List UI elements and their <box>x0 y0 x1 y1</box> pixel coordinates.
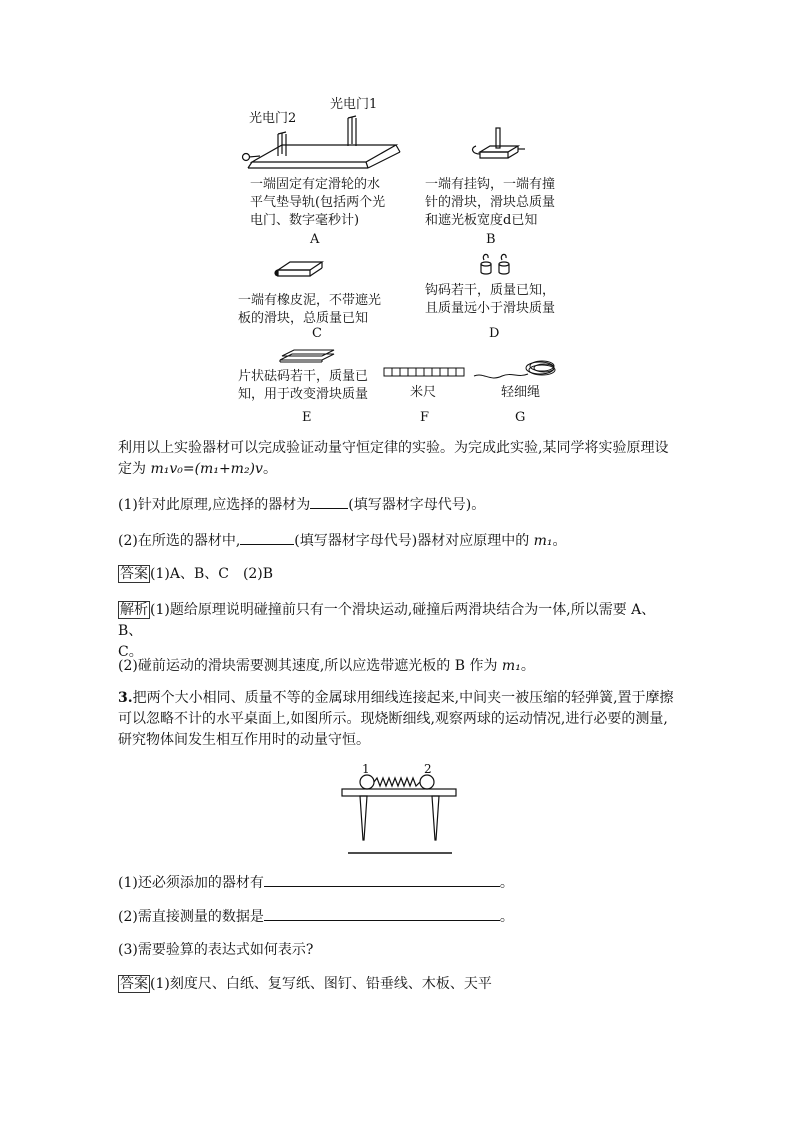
sub-1-suffix: 。 <box>499 875 514 891</box>
question-1 <box>118 494 678 516</box>
analysis-line-3 <box>118 656 678 677</box>
panel-e-desc-line: 片状砝码若干，质量已 <box>238 369 369 384</box>
analysis-text-3-suffix: 。 <box>520 658 535 674</box>
analysis-block <box>118 600 678 663</box>
panel-e-description <box>238 368 368 404</box>
question-3-line-1 <box>118 688 678 709</box>
question-3-line-3: 研究物体间发生相互作用时的动量守恒。 <box>118 732 370 748</box>
question-1-blank[interactable] <box>310 494 348 509</box>
panel-b-desc-line: 一端有挂钩，一端有撞 <box>425 177 556 192</box>
answer-tag: 答案 <box>120 566 148 582</box>
question-2-blank[interactable] <box>240 530 294 545</box>
slider-b-drawing <box>468 124 528 166</box>
panel-d-letter: D <box>489 326 500 341</box>
panel-b-desc-line: 针的滑块，滑块总质量 <box>425 195 556 210</box>
slider-c-drawing <box>272 254 332 284</box>
weights-drawing <box>476 250 516 278</box>
question-2-suffix-a: (填写器材字母代号)器材对应原理中的 <box>294 533 534 549</box>
panel-c-desc-line: 一端有橡皮泥，不带遮光 <box>238 293 382 308</box>
panel-b-desc-line: 和遮光板宽度d已知 <box>425 213 538 228</box>
answer-block-3 <box>118 974 678 995</box>
table-balls-drawing <box>340 770 460 856</box>
question-1-suffix: (填写器材字母代号)。 <box>348 497 486 513</box>
question-2-variable: m₁ <box>533 533 553 549</box>
question-2-suffix-b: 。 <box>552 533 567 549</box>
analysis-tag: 解析 <box>120 602 148 618</box>
panel-d-desc-line: 钩码若干，质量已知， <box>425 283 556 298</box>
intro-line-2-suffix: 。 <box>262 461 277 477</box>
sub-2-prefix: (2)需直接测量的数据是 <box>118 909 264 925</box>
panel-d-desc-line: 且质量远小于滑块质量 <box>425 301 556 316</box>
panel-f-letter: F <box>420 410 430 425</box>
ruler-drawing <box>383 366 467 378</box>
panel-b-description <box>425 176 555 230</box>
panel-a-letter: A <box>310 232 320 247</box>
panel-c-letter: C <box>312 326 322 341</box>
panel-e-desc-line: 知，用于改变滑块质量 <box>238 387 369 402</box>
analysis-line-1 <box>118 600 678 642</box>
principle-formula: m₁v₀=(m₁+m₂)v <box>150 461 263 477</box>
intro-paragraph <box>118 438 678 480</box>
intro-line-1: 利用以上实验器材可以完成验证动量守恒定律的实验。为完成此实验,某同学将实验原理设 <box>118 440 669 456</box>
panel-g-description: 轻细绳 <box>501 385 541 400</box>
intro-line-2-prefix: 定为 <box>118 461 151 477</box>
sheet-weights-drawing <box>278 348 338 364</box>
question-3-sub-1 <box>118 872 678 894</box>
ball-1-label: 1 <box>362 762 370 776</box>
question-3-sub-3: (3)需要验算的表达式如何表示? <box>118 942 314 958</box>
question-2 <box>118 530 678 552</box>
sub-2-suffix: 。 <box>499 909 514 925</box>
question-3-text-1: 把两个大小相同、质量不等的金属球用细线连接起来,中间夹一被压缩的轻弹簧,置于摩擦 <box>132 690 674 706</box>
analysis-text-1: (1)题给原理说明碰撞前只有一个滑块运动,碰撞后两滑块结合为一体,所以需要 A、B、 <box>118 602 656 639</box>
answer-tag: 答案 <box>120 976 148 992</box>
panel-a-description <box>250 176 385 230</box>
answer-block-1 <box>118 564 678 585</box>
question-3-line-2: 可以忽略不计的水平桌面上,如图所示。现烧断细线,观察两球的运动情况,进行必要的测量, <box>118 711 668 727</box>
panel-b-letter: B <box>486 232 496 247</box>
question-3-sub-2 <box>118 906 678 928</box>
panel-c-desc-line: 板的滑块，总质量已知 <box>238 311 369 326</box>
panel-c-description <box>238 292 381 328</box>
answer-text: (1)A、B、C (2)B <box>150 566 274 582</box>
photogate-1-label: 光电门1 <box>330 97 378 112</box>
sub-1-prefix: (1)还必须添加的器材有 <box>118 875 264 891</box>
analysis-line-2: C。 <box>118 644 143 660</box>
panel-a-desc-line: 一端固定有定滑轮的水 <box>250 177 381 192</box>
panel-a-desc-line: 电门、数字毫秒计) <box>250 213 360 228</box>
ball-2-label: 2 <box>424 762 432 776</box>
question-1-prefix: (1)针对此原理,应选择的器材为 <box>118 497 311 513</box>
question-3-stem <box>118 688 678 751</box>
analysis-variable: m₁ <box>501 658 521 674</box>
question-3-number: 3. <box>118 690 133 706</box>
panel-d-description <box>425 282 555 318</box>
photogate-2-label: 光电门2 <box>249 111 297 126</box>
answer-text: (1)刻度尺、白纸、复写纸、图钉、铅垂线、木板、天平 <box>150 976 492 992</box>
analysis-text-3: (2)碰前运动的滑块需要测其速度,所以应选带遮光板的 B 作为 <box>118 658 502 674</box>
panel-f-description: 米尺 <box>410 385 437 400</box>
air-track-drawing <box>238 110 408 180</box>
panel-g-letter: G <box>515 410 526 425</box>
sub-2-blank[interactable] <box>264 906 500 921</box>
question-2-prefix: (2)在所选的器材中, <box>118 533 241 549</box>
intro-line-2 <box>118 459 678 480</box>
sub-1-blank[interactable] <box>264 872 500 887</box>
rope-drawing <box>472 356 562 384</box>
panel-a-desc-line: 平气垫导轨(包括两个光 <box>250 195 386 210</box>
panel-e-letter: E <box>302 410 312 425</box>
